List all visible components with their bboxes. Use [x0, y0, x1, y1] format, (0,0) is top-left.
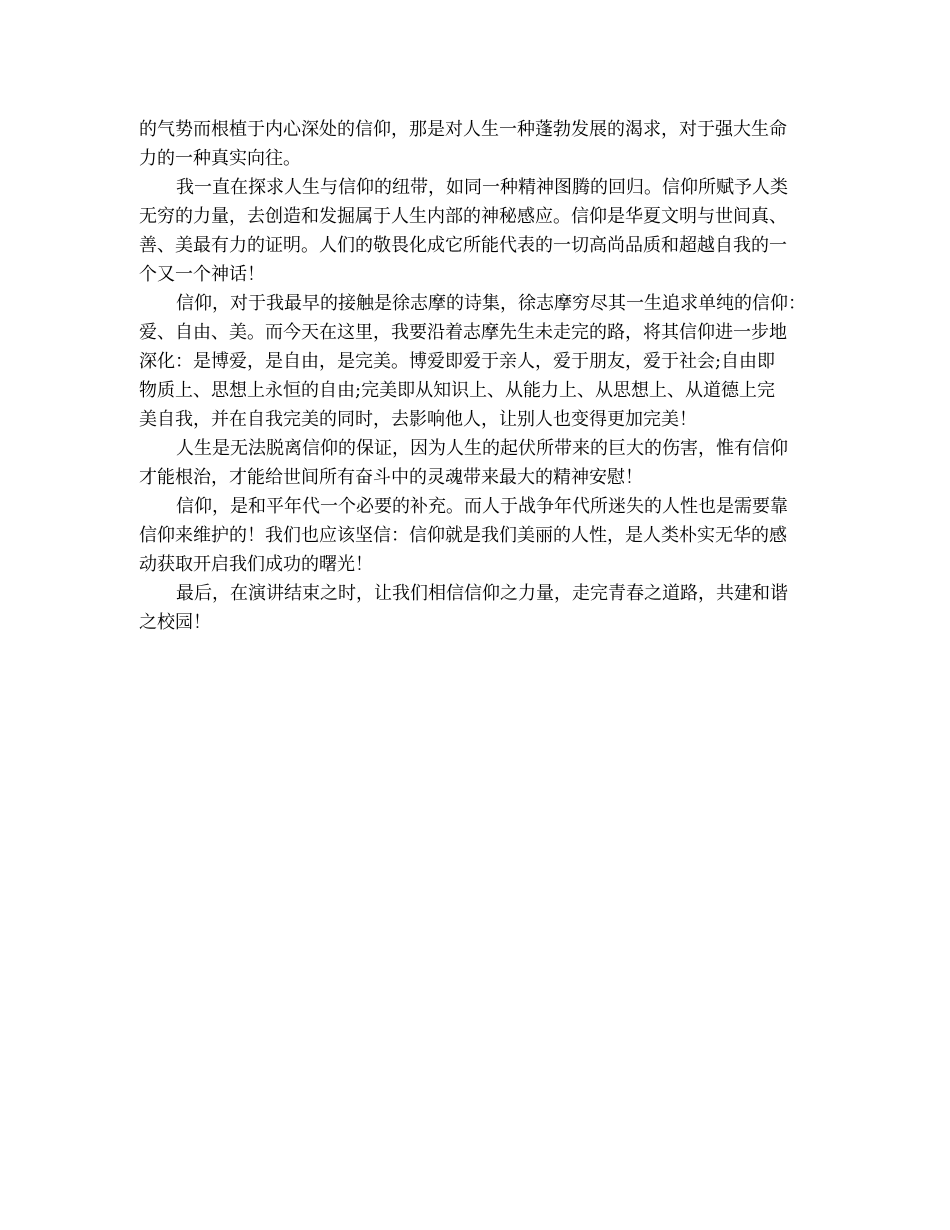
- text-line: 力的一种真实向往。: [139, 148, 301, 169]
- text-line: 我一直在探求人生与信仰的纽带，如同一种精神图腾的回归。信仰所赋予人类: [176, 177, 788, 198]
- text-line: 美自我，并在自我完美的同时，去影响他人，让别人也变得更加完美！: [139, 409, 697, 430]
- text-line: 信仰，对于我最早的接触是徐志摩的诗集，徐志摩穷尽其一生追求单纯的信仰：: [176, 293, 806, 314]
- paragraph-2: [139, 173, 819, 289]
- paragraph-6: [139, 579, 819, 637]
- text-line: 深化：是博爱，是自由，是完美。博爱即爱于亲人，爱于朋友，爱于社会;自由即: [139, 351, 776, 372]
- text-line: 信仰来维护的！我们也应该坚信：信仰就是我们美丽的人性，是人类朴实无华的感: [139, 525, 787, 546]
- text-line: 人生是无法脱离信仰的保证，因为人生的起伏所带来的巨大的伤害，惟有信仰: [176, 438, 788, 459]
- paragraph-3: [139, 289, 819, 434]
- text-line: 爱、自由、美。而今天在这里，我要沿着志摩先生未走完的路，将其信仰进一步地: [139, 322, 787, 343]
- text-line: 才能根治，才能给世间所有奋斗中的灵魂带来最大的精神安慰！: [139, 467, 643, 488]
- text-line: 之校园！: [139, 612, 211, 633]
- text-line: 善、美最有力的证明。人们的敬畏化成它所能代表的一切高尚品质和超越自我的一: [139, 235, 787, 256]
- text-line: 信仰，是和平年代一个必要的补充。而人于战争年代所迷失的人性也是需要靠: [176, 496, 788, 517]
- text-line: 动获取开启我们成功的曙光！: [139, 554, 373, 575]
- text-line: 最后，在演讲结束之时，让我们相信信仰之力量，走完青春之道路，共建和谐: [176, 583, 788, 604]
- paragraph-5: [139, 492, 819, 579]
- text-line: 的气势而根植于内心深处的信仰，那是对人生一种蓬勃发展的渴求，对于强大生命: [139, 119, 787, 140]
- paragraph-1: [139, 115, 819, 173]
- text-line: 物质上、思想上永恒的自由;完美即从知识上、从能力上、从思想上、从道德上完: [139, 380, 776, 401]
- paragraph-4: [139, 434, 819, 492]
- text-line: 无穷的力量，去创造和发掘属于人生内部的神秘感应。信仰是华夏文明与世间真、: [139, 206, 787, 227]
- text-line: 个又一个神话！: [139, 264, 265, 285]
- document-body: [139, 115, 819, 637]
